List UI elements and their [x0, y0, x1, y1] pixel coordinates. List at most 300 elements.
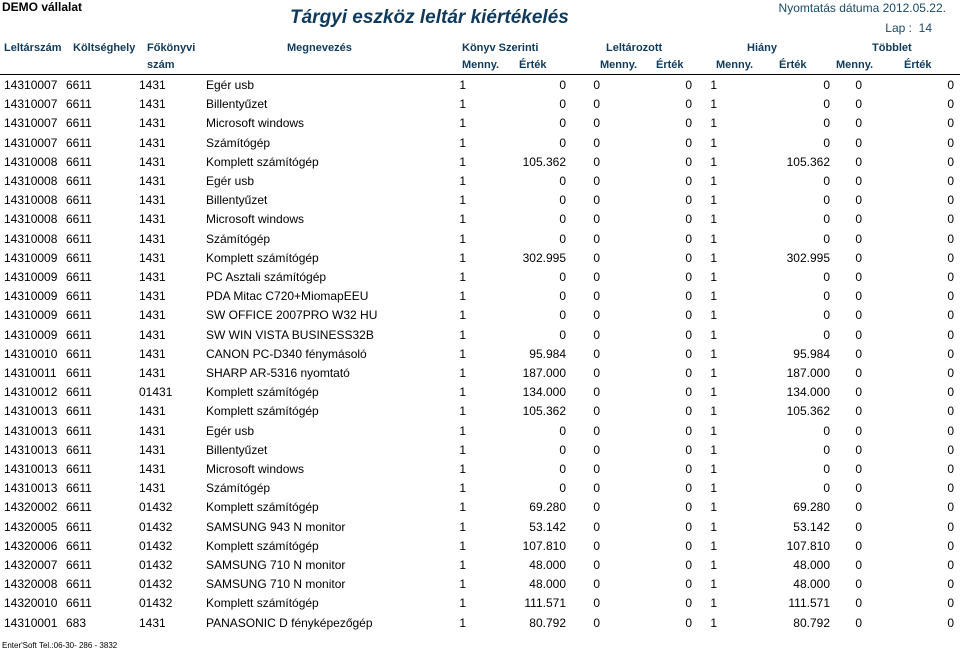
cell-hiany-ertek: 0 — [823, 97, 830, 112]
cell-leltarszam: 14320002 — [4, 500, 58, 515]
col-konyv: Könyv Szerinti — [462, 42, 539, 54]
table-row — [0, 443, 960, 462]
cell-koltseghely: 6611 — [66, 78, 92, 92]
cell-tobb-menny: 0 — [855, 615, 862, 630]
cell-lelt-ertek: 0 — [685, 250, 692, 265]
cell-fokonyv: 1431 — [139, 193, 166, 208]
cell-konyv-ertek: 0 — [559, 231, 566, 246]
cell-konyv-menny: 1 — [459, 615, 466, 630]
cell-megnevezes: PANASONIC D fényképezőgép — [206, 615, 373, 630]
cell-lelt-ertek: 0 — [685, 212, 692, 227]
cell-hiany-menny: 1 — [710, 404, 717, 419]
cell-hiany-menny: 1 — [710, 615, 717, 630]
cell-tobb-ertek: 0 — [947, 596, 954, 611]
cell-leltarszam: 14320007 — [4, 558, 58, 572]
cell-lelt-menny: 0 — [593, 327, 600, 342]
cell-lelt-menny: 0 — [593, 366, 600, 380]
cell-tobb-menny: 0 — [855, 174, 862, 188]
cell-hiany-menny: 1 — [710, 519, 717, 534]
cell-hiany-ertek: 105.362 — [786, 404, 830, 419]
cell-leltarszam: 14310008 — [4, 231, 58, 246]
cell-lelt-ertek: 0 — [685, 327, 692, 342]
cell-lelt-menny: 0 — [593, 154, 600, 169]
cell-tobb-ertek: 0 — [947, 442, 954, 457]
cell-konyv-ertek: 0 — [559, 423, 566, 438]
cell-megnevezes: PC Asztali számítógép — [206, 270, 327, 284]
cell-fokonyv: 1431 — [139, 442, 166, 457]
cell-lelt-ertek: 0 — [685, 366, 692, 380]
cell-konyv-ertek: 95.984 — [529, 346, 566, 361]
cell-konyv-ertek: 0 — [559, 174, 566, 188]
cell-koltseghely: 6611 — [66, 519, 92, 534]
cell-konyv-menny: 1 — [459, 327, 466, 342]
cell-fokonyv: 1431 — [139, 78, 166, 92]
cell-hiany-menny: 1 — [710, 481, 717, 496]
cell-megnevezes: SHARP AR-5316 nyomtató — [206, 366, 350, 380]
cell-lelt-menny: 0 — [593, 519, 600, 534]
cell-hiany-ertek: 0 — [823, 308, 830, 323]
cell-koltseghely: 6611 — [66, 116, 92, 131]
table-row — [0, 328, 960, 347]
cell-lelt-ertek: 0 — [685, 270, 692, 284]
cell-leltarszam: 14320008 — [4, 577, 58, 592]
col-tobblet: Többlet — [872, 42, 912, 54]
col-megnevezes: Megnevezés — [287, 42, 352, 54]
cell-hiany-ertek: 105.362 — [786, 154, 830, 169]
cell-leltarszam: 14310009 — [4, 270, 58, 284]
cell-hiany-menny: 1 — [710, 231, 717, 246]
cell-leltarszam: 14310012 — [4, 385, 58, 400]
cell-megnevezes: Komplett számítógép — [206, 538, 319, 553]
col-tobblet-menny: Menny. — [836, 59, 874, 71]
cell-konyv-menny: 1 — [459, 366, 466, 380]
cell-koltseghely: 6611 — [66, 270, 92, 284]
cell-tobb-menny: 0 — [855, 154, 862, 169]
cell-leltarszam: 14320006 — [4, 538, 58, 553]
cell-konyv-ertek: 48.000 — [529, 577, 566, 592]
footer-contact: Enter'Soft Tel.:06-30- 286 - 3832 — [2, 641, 118, 650]
cell-megnevezes: Egér usb — [206, 423, 255, 438]
cell-fokonyv: 1431 — [139, 346, 166, 361]
cell-megnevezes: Komplett számítógép — [206, 250, 319, 265]
cell-fokonyv: 1431 — [139, 366, 166, 380]
cell-leltarszam: 14320010 — [4, 596, 58, 611]
cell-koltseghely: 6611 — [66, 174, 92, 188]
cell-koltseghely: 6611 — [66, 308, 92, 323]
cell-lelt-ertek: 0 — [685, 538, 692, 553]
cell-konyv-ertek: 53.142 — [529, 519, 566, 534]
cell-lelt-menny: 0 — [593, 250, 600, 265]
cell-koltseghely: 6611 — [66, 596, 92, 611]
cell-megnevezes: Microsoft windows — [206, 462, 305, 476]
cell-tobb-menny: 0 — [855, 423, 862, 438]
cell-fokonyv: 1431 — [139, 97, 166, 112]
table-row — [0, 539, 960, 558]
cell-konyv-menny: 1 — [459, 577, 466, 592]
col-hiany-menny: Menny. — [716, 59, 754, 71]
cell-tobb-ertek: 0 — [947, 615, 954, 630]
col-koltseghely: Költséghely — [73, 42, 136, 54]
cell-konyv-menny: 1 — [459, 519, 466, 534]
cell-tobb-ertek: 0 — [947, 154, 954, 169]
cell-tobb-menny: 0 — [855, 78, 862, 92]
cell-konyv-ertek: 111.571 — [524, 596, 566, 611]
cell-konyv-menny: 1 — [459, 346, 466, 361]
col-fokonyv-line2: szám — [147, 59, 175, 71]
cell-megnevezes: Számítógép — [206, 135, 271, 150]
cell-lelt-menny: 0 — [593, 97, 600, 112]
cell-hiany-menny: 1 — [710, 423, 717, 438]
cell-lelt-ertek: 0 — [685, 308, 692, 323]
cell-megnevezes: SW WIN VISTA BUSINESS32B — [206, 327, 374, 342]
cell-konyv-menny: 1 — [459, 596, 466, 611]
cell-fokonyv: 1431 — [139, 154, 166, 169]
table-row — [0, 577, 960, 596]
cell-fokonyv: 01432 — [139, 519, 173, 534]
cell-tobb-ertek: 0 — [947, 78, 954, 92]
cell-lelt-menny: 0 — [593, 596, 600, 611]
cell-konyv-menny: 1 — [459, 423, 466, 438]
cell-hiany-menny: 1 — [710, 270, 717, 284]
cell-lelt-menny: 0 — [593, 558, 600, 572]
table-row — [0, 270, 960, 289]
cell-konyv-ertek: 69.280 — [529, 500, 566, 515]
cell-hiany-menny: 1 — [710, 558, 717, 572]
cell-konyv-ertek: 80.792 — [529, 615, 566, 630]
cell-hiany-menny: 1 — [710, 154, 717, 169]
cell-lelt-ertek: 0 — [685, 174, 692, 188]
col-leltarozott-menny: Menny. — [600, 59, 638, 71]
cell-megnevezes: Billentyűzet — [206, 97, 268, 112]
cell-hiany-menny: 1 — [710, 135, 717, 150]
cell-fokonyv: 01432 — [139, 596, 173, 611]
cell-lelt-ertek: 0 — [685, 558, 692, 572]
cell-konyv-ertek: 0 — [559, 193, 566, 208]
cell-lelt-menny: 0 — [593, 615, 600, 630]
cell-konyv-menny: 1 — [459, 212, 466, 227]
cell-hiany-ertek: 0 — [823, 231, 830, 246]
cell-konyv-ertek: 0 — [559, 97, 566, 112]
cell-fokonyv: 1431 — [139, 135, 166, 150]
cell-megnevezes: Komplett számítógép — [206, 596, 319, 611]
table-row — [0, 97, 960, 116]
cell-fokonyv: 1431 — [139, 615, 166, 630]
cell-hiany-ertek: 80.792 — [793, 615, 830, 630]
cell-tobb-ertek: 0 — [947, 212, 954, 227]
cell-hiany-ertek: 48.000 — [793, 558, 830, 572]
table-row — [0, 174, 960, 193]
cell-koltseghely: 6611 — [66, 423, 92, 438]
cell-tobb-menny: 0 — [855, 519, 862, 534]
cell-fokonyv: 1431 — [139, 250, 166, 265]
cell-hiany-menny: 1 — [710, 174, 717, 188]
cell-leltarszam: 14310013 — [4, 481, 58, 496]
cell-konyv-ertek: 187.000 — [522, 366, 566, 380]
cell-konyv-menny: 1 — [459, 116, 466, 131]
cell-tobb-menny: 0 — [855, 250, 862, 265]
cell-koltseghely: 6611 — [66, 135, 92, 150]
cell-fokonyv: 1431 — [139, 481, 166, 496]
cell-konyv-menny: 1 — [459, 558, 466, 572]
cell-konyv-menny: 1 — [459, 481, 466, 496]
cell-lelt-ertek: 0 — [685, 462, 692, 476]
table-row — [0, 347, 960, 366]
cell-tobb-ertek: 0 — [947, 577, 954, 592]
cell-fokonyv: 1431 — [139, 327, 166, 342]
cell-megnevezes: Egér usb — [206, 78, 255, 92]
table-row — [0, 155, 960, 174]
cell-fokonyv: 1431 — [139, 404, 166, 419]
col-leltarozott-ertek: Érték — [656, 59, 684, 71]
cell-megnevezes: Billentyűzet — [206, 193, 268, 208]
cell-tobb-ertek: 0 — [947, 346, 954, 361]
cell-megnevezes: SAMSUNG 943 N monitor — [206, 519, 346, 534]
cell-lelt-ertek: 0 — [685, 577, 692, 592]
cell-lelt-ertek: 0 — [685, 596, 692, 611]
table-row — [0, 404, 960, 423]
cell-fokonyv: 1431 — [139, 116, 166, 131]
cell-lelt-menny: 0 — [593, 500, 600, 515]
cell-megnevezes: SW OFFICE 2007PRO W32 HU — [206, 308, 378, 323]
header-divider — [0, 74, 960, 75]
col-fokonyv-line1: Főkönyvi — [147, 42, 196, 54]
cell-hiany-ertek: 0 — [823, 174, 830, 188]
cell-tobb-ertek: 0 — [947, 481, 954, 496]
table-row — [0, 308, 960, 327]
cell-megnevezes: Microsoft windows — [206, 212, 305, 227]
cell-hiany-menny: 1 — [710, 596, 717, 611]
table-row — [0, 366, 960, 385]
table-row — [0, 116, 960, 135]
cell-konyv-ertek: 0 — [559, 327, 566, 342]
cell-tobb-menny: 0 — [855, 481, 862, 496]
cell-hiany-ertek: 0 — [823, 481, 830, 496]
table-row — [0, 385, 960, 404]
cell-lelt-menny: 0 — [593, 423, 600, 438]
cell-lelt-ertek: 0 — [685, 116, 692, 131]
cell-hiany-menny: 1 — [710, 250, 717, 265]
cell-leltarszam: 14310007 — [4, 78, 58, 92]
cell-leltarszam: 14310001 — [4, 615, 58, 630]
cell-hiany-menny: 1 — [710, 538, 717, 553]
cell-tobb-menny: 0 — [855, 308, 862, 323]
cell-lelt-menny: 0 — [593, 289, 600, 304]
cell-hiany-ertek: 0 — [823, 78, 830, 92]
cell-tobb-menny: 0 — [855, 577, 862, 592]
cell-megnevezes: Számítógép — [206, 231, 271, 246]
cell-fokonyv: 1431 — [139, 289, 166, 304]
col-leltarszam: Leltárszám — [4, 42, 62, 54]
cell-hiany-menny: 1 — [710, 577, 717, 592]
cell-leltarszam: 14310009 — [4, 289, 58, 304]
col-hiany: Hiány — [747, 42, 777, 54]
cell-hiany-menny: 1 — [710, 289, 717, 304]
cell-hiany-ertek: 0 — [823, 270, 830, 284]
cell-hiany-ertek: 0 — [823, 442, 830, 457]
cell-tobb-ertek: 0 — [947, 385, 954, 400]
cell-lelt-ertek: 0 — [685, 481, 692, 496]
cell-tobb-ertek: 0 — [947, 404, 954, 419]
cell-tobb-ertek: 0 — [947, 231, 954, 246]
cell-konyv-ertek: 0 — [559, 78, 566, 92]
cell-tobb-menny: 0 — [855, 366, 862, 380]
table-row — [0, 616, 960, 635]
table-row — [0, 251, 960, 270]
cell-tobb-ertek: 0 — [947, 538, 954, 553]
cell-tobb-menny: 0 — [855, 116, 862, 131]
cell-leltarszam: 14310011 — [4, 366, 57, 380]
cell-lelt-ertek: 0 — [685, 289, 692, 304]
cell-tobb-menny: 0 — [855, 404, 862, 419]
page-indicator — [885, 21, 932, 35]
cell-lelt-ertek: 0 — [685, 193, 692, 208]
cell-tobb-menny: 0 — [855, 212, 862, 227]
cell-tobb-ertek: 0 — [947, 462, 954, 476]
cell-hiany-ertek: 0 — [823, 462, 830, 476]
cell-lelt-menny: 0 — [593, 442, 600, 457]
cell-hiany-ertek: 0 — [823, 423, 830, 438]
cell-konyv-menny: 1 — [459, 462, 466, 476]
cell-hiany-ertek: 111.571 — [788, 596, 830, 611]
cell-fokonyv: 1431 — [139, 270, 166, 284]
cell-konyv-menny: 1 — [459, 97, 466, 112]
cell-konyv-ertek: 0 — [559, 116, 566, 131]
cell-megnevezes: Komplett számítógép — [206, 385, 319, 400]
cell-lelt-ertek: 0 — [685, 423, 692, 438]
table-row — [0, 289, 960, 308]
cell-hiany-menny: 1 — [710, 346, 717, 361]
cell-megnevezes: Billentyűzet — [206, 442, 268, 457]
cell-megnevezes: SAMSUNG 710 N monitor — [206, 577, 346, 592]
table-row — [0, 212, 960, 231]
cell-konyv-ertek: 0 — [559, 481, 566, 496]
cell-tobb-ertek: 0 — [947, 308, 954, 323]
cell-konyv-menny: 1 — [459, 154, 466, 169]
cell-leltarszam: 14310009 — [4, 308, 58, 323]
cell-megnevezes: Számítógép — [206, 481, 271, 496]
cell-leltarszam: 14310007 — [4, 135, 58, 150]
cell-konyv-ertek: 0 — [559, 212, 566, 227]
col-tobblet-ertek: Érték — [904, 59, 932, 71]
cell-lelt-menny: 0 — [593, 193, 600, 208]
cell-megnevezes: Komplett számítógép — [206, 404, 319, 419]
cell-konyv-ertek: 302.995 — [522, 250, 566, 265]
cell-konyv-menny: 1 — [459, 231, 466, 246]
table-row — [0, 232, 960, 251]
cell-konyv-ertek: 0 — [559, 442, 566, 457]
cell-lelt-ertek: 0 — [685, 231, 692, 246]
cell-lelt-ertek: 0 — [685, 135, 692, 150]
table-row — [0, 136, 960, 155]
table-row — [0, 558, 960, 577]
cell-hiany-ertek: 48.000 — [793, 577, 830, 592]
cell-megnevezes: Komplett számítógép — [206, 500, 319, 515]
cell-koltseghely: 6611 — [66, 404, 92, 419]
col-hiany-ertek: Érték — [779, 59, 807, 71]
cell-konyv-ertek: 0 — [559, 308, 566, 323]
cell-koltseghely: 6611 — [66, 154, 92, 169]
cell-leltarszam: 14310008 — [4, 174, 58, 188]
cell-konyv-menny: 1 — [459, 538, 466, 553]
cell-hiany-menny: 1 — [710, 462, 717, 476]
cell-leltarszam: 14310009 — [4, 327, 58, 342]
table-row — [0, 520, 960, 539]
cell-tobb-ertek: 0 — [947, 193, 954, 208]
cell-tobb-ertek: 0 — [947, 519, 954, 534]
cell-megnevezes: CANON PC-D340 fénymásoló — [206, 346, 367, 361]
cell-lelt-ertek: 0 — [685, 78, 692, 92]
cell-hiany-menny: 1 — [710, 193, 717, 208]
cell-konyv-menny: 1 — [459, 270, 466, 284]
cell-koltseghely: 6611 — [66, 558, 92, 572]
cell-lelt-ertek: 0 — [685, 154, 692, 169]
cell-konyv-ertek: 0 — [559, 289, 566, 304]
cell-leltarszam: 14310013 — [4, 462, 58, 476]
cell-fokonyv: 01432 — [139, 538, 173, 553]
cell-tobb-menny: 0 — [855, 327, 862, 342]
cell-hiany-ertek: 69.280 — [793, 500, 830, 515]
cell-lelt-ertek: 0 — [685, 615, 692, 630]
cell-koltseghely: 6611 — [66, 327, 92, 342]
cell-hiany-ertek: 187.000 — [786, 366, 830, 380]
cell-konyv-ertek: 0 — [559, 270, 566, 284]
cell-koltseghely: 6611 — [66, 231, 92, 246]
cell-koltseghely: 6611 — [66, 481, 92, 496]
cell-tobb-ertek: 0 — [947, 270, 954, 284]
cell-koltseghely: 6611 — [66, 366, 92, 380]
cell-fokonyv: 1431 — [139, 231, 166, 246]
cell-konyv-menny: 1 — [459, 442, 466, 457]
cell-koltseghely: 6611 — [66, 462, 92, 476]
cell-megnevezes: Komplett számítógép — [206, 154, 319, 169]
print-date-value: 2012.05.22. — [882, 1, 946, 15]
cell-hiany-menny: 1 — [710, 212, 717, 227]
cell-tobb-ertek: 0 — [947, 327, 954, 342]
cell-fokonyv: 01432 — [139, 558, 173, 572]
cell-tobb-menny: 0 — [855, 270, 862, 284]
cell-hiany-menny: 1 — [710, 78, 717, 92]
cell-koltseghely: 6611 — [66, 250, 92, 265]
cell-lelt-menny: 0 — [593, 538, 600, 553]
cell-lelt-menny: 0 — [593, 78, 600, 92]
cell-konyv-menny: 1 — [459, 500, 466, 515]
cell-konyv-ertek: 0 — [559, 135, 566, 150]
cell-tobb-ertek: 0 — [947, 135, 954, 150]
cell-hiany-ertek: 0 — [823, 212, 830, 227]
cell-lelt-ertek: 0 — [685, 519, 692, 534]
cell-leltarszam: 14310010 — [4, 346, 58, 361]
cell-tobb-menny: 0 — [855, 193, 862, 208]
cell-hiany-menny: 1 — [710, 366, 717, 380]
cell-koltseghely: 6611 — [66, 577, 92, 592]
cell-tobb-menny: 0 — [855, 231, 862, 246]
table-row — [0, 424, 960, 443]
cell-hiany-menny: 1 — [710, 500, 717, 515]
cell-tobb-menny: 0 — [855, 538, 862, 553]
table-row — [0, 481, 960, 500]
cell-hiany-menny: 1 — [710, 442, 717, 457]
table-row — [0, 193, 960, 212]
cell-konyv-ertek: 0 — [559, 462, 566, 476]
cell-tobb-menny: 0 — [855, 558, 862, 572]
cell-leltarszam: 14310009 — [4, 250, 58, 265]
cell-hiany-menny: 1 — [710, 327, 717, 342]
cell-leltarszam: 14310013 — [4, 404, 58, 419]
cell-tobb-ertek: 0 — [947, 500, 954, 515]
cell-koltseghely: 6611 — [66, 500, 92, 515]
cell-konyv-menny: 1 — [459, 135, 466, 150]
cell-lelt-menny: 0 — [593, 212, 600, 227]
